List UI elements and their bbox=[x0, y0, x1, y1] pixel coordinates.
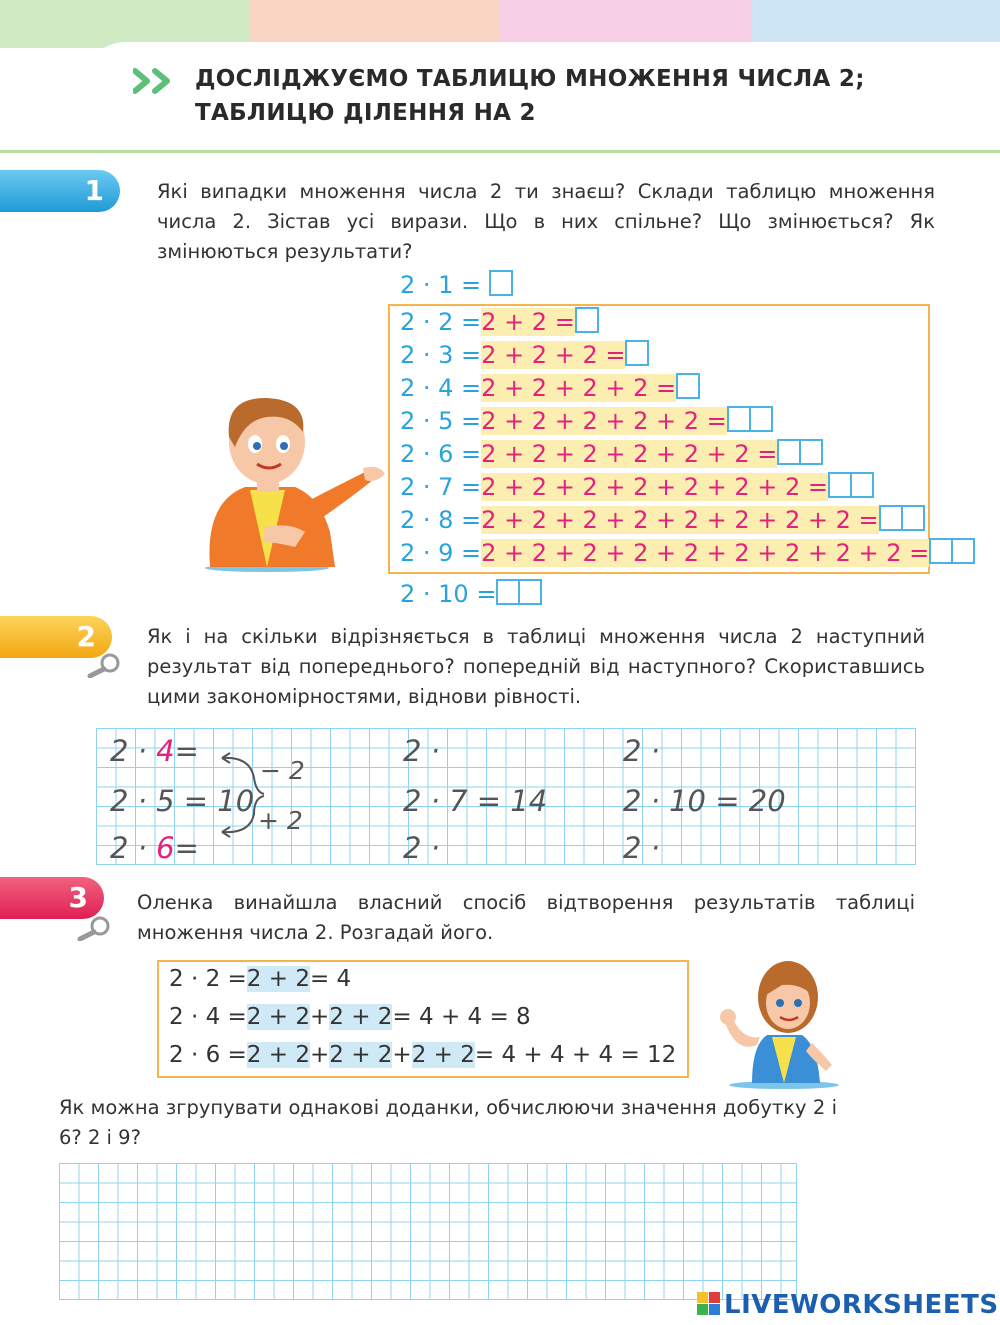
task-2-col3-row3: 2 · bbox=[623, 831, 660, 865]
group: 2 + 2 bbox=[246, 966, 310, 992]
task-1-row bbox=[400, 537, 975, 570]
plus-sign: + bbox=[392, 1042, 412, 1068]
answer-box[interactable] bbox=[879, 505, 903, 531]
answer-box[interactable] bbox=[518, 579, 542, 605]
answer-box[interactable] bbox=[575, 307, 599, 333]
group: 2 + 2 bbox=[329, 1042, 393, 1068]
line-tail: = 4 bbox=[309, 966, 352, 992]
task-1-row bbox=[400, 471, 874, 504]
group: 2 + 2 bbox=[411, 1042, 475, 1068]
group: 2 + 2 bbox=[329, 1004, 393, 1030]
task-3-line bbox=[169, 960, 351, 998]
page-title-line2: ТАБЛИЦЮ ДІЛЕННЯ НА 2 bbox=[195, 100, 536, 126]
row-lhs: 2 · 9 = bbox=[400, 539, 482, 567]
answer-box[interactable] bbox=[489, 270, 513, 296]
answer-box[interactable] bbox=[749, 406, 773, 432]
row-lhs: 2 · 2 = bbox=[400, 308, 482, 336]
magnifier-icon bbox=[86, 652, 122, 678]
girl-illustration bbox=[712, 955, 842, 1090]
answer-box[interactable] bbox=[828, 472, 852, 498]
page-title-line1: ДОСЛІДЖУЄМО ТАБЛИЦЮ МНОЖЕННЯ ЧИСЛА 2; bbox=[195, 66, 865, 92]
row-sum: 2 + 2 + 2 + 2 = bbox=[481, 374, 677, 402]
row-lhs: 2 · 3 = bbox=[400, 341, 482, 369]
row-sum: 2 + 2 = bbox=[481, 308, 575, 336]
line-tail: = 4 + 4 + 4 = 12 bbox=[474, 1042, 677, 1068]
group: 2 + 2 bbox=[246, 1042, 310, 1068]
task-2-col1-row3: 2 · 6= bbox=[110, 831, 199, 865]
magnifier-icon bbox=[76, 915, 112, 941]
task-2-minus-label: − 2 bbox=[260, 756, 305, 785]
task-2-text: Як і на скільки відрізняється в таблиці множення числа 2 наступний результат від попереднього? попередній від наступного? Скориставшись цими закономірностями, віднови рівності. bbox=[147, 625, 925, 708]
task-1-row bbox=[400, 504, 925, 537]
task-2-col1-row2: 2 · 5 = 10 bbox=[110, 784, 255, 818]
task-3-line bbox=[169, 998, 531, 1036]
task-2-col1-row1: 2 · 4= bbox=[110, 734, 199, 768]
header-strip-pink bbox=[500, 0, 752, 48]
plus-sign: + bbox=[309, 1004, 330, 1030]
line-tail: = 4 + 4 = 8 bbox=[392, 1004, 531, 1030]
answer-box[interactable] bbox=[799, 439, 823, 465]
row-sum: 2 + 2 + 2 + 2 + 2 + 2 + 2 = bbox=[481, 473, 828, 501]
answer-box[interactable] bbox=[777, 439, 801, 465]
answer-box[interactable] bbox=[625, 340, 649, 366]
task-1-first-row: 2 · 1 = bbox=[400, 269, 513, 302]
plus-sign: + bbox=[309, 1042, 330, 1068]
answer-box[interactable] bbox=[850, 472, 874, 498]
task-3-text: Оленка винайшла власний спосіб відтворення результатів таблиці множення числа 2. Розгадай його. bbox=[137, 891, 915, 944]
task-1-row bbox=[400, 339, 649, 372]
row-lhs: 2 · 7 = bbox=[400, 473, 482, 501]
task-1-number: 1 bbox=[84, 174, 104, 207]
row-lhs: 2 · 5 = bbox=[400, 407, 482, 435]
header-strip-green bbox=[0, 0, 250, 48]
boy-illustration bbox=[195, 392, 390, 572]
answer-grid[interactable] bbox=[59, 1163, 797, 1300]
task-2-col2-row1: 2 · bbox=[403, 734, 440, 768]
task-2-col2-row3: 2 · bbox=[403, 831, 440, 865]
row-lhs: 2 · 6 = bbox=[400, 440, 482, 468]
watermark: LIVEWORKSHEETS bbox=[724, 1290, 999, 1320]
line-lhs: 2 · 4 = bbox=[169, 1004, 247, 1030]
task-3-badge bbox=[0, 877, 104, 919]
line-lhs: 2 · 6 = bbox=[169, 1042, 247, 1068]
question-text: Як можна згрупувати однакові доданки, обчислюючи значення добутку 2 і 6? 2 і 9? bbox=[59, 1096, 837, 1149]
row-sum: 2 + 2 + 2 + 2 + 2 + 2 = bbox=[481, 440, 778, 468]
task-1-row bbox=[400, 306, 599, 339]
task-1-badge bbox=[0, 170, 120, 212]
row-lhs: 2 · 4 = bbox=[400, 374, 482, 402]
line-lhs: 2 · 2 = bbox=[169, 966, 247, 992]
task-2-number: 2 bbox=[76, 620, 96, 653]
answer-box[interactable] bbox=[901, 505, 925, 531]
row-sum: 2 + 2 + 2 + 2 + 2 = bbox=[481, 407, 727, 435]
task-1-last-row: 2 · 10 = bbox=[400, 578, 542, 611]
task-2-col3-row2: 2 · 10 = 20 bbox=[623, 784, 786, 818]
answer-box[interactable] bbox=[929, 538, 953, 564]
answer-box[interactable] bbox=[496, 579, 520, 605]
task-1-text: Які випадки множення числа 2 ти знаєш? Склади таблицю множення числа 2. Зістав усі вирази. Що в них спільне? Що змінюється? Як змінюються результати? bbox=[157, 180, 935, 263]
task-1-row bbox=[400, 438, 823, 471]
task-2-col3-row1: 2 · bbox=[623, 734, 660, 768]
answer-box[interactable] bbox=[727, 406, 751, 432]
task-1-row bbox=[400, 405, 773, 438]
row-lhs: 2 · 8 = bbox=[400, 506, 482, 534]
header-divider bbox=[0, 150, 1000, 153]
row-sum: 2 + 2 + 2 + 2 + 2 + 2 + 2 + 2 + 2 = bbox=[481, 539, 930, 567]
double-chevron-icon bbox=[133, 68, 181, 94]
task-1-row bbox=[400, 372, 700, 405]
group: 2 + 2 bbox=[246, 1004, 310, 1030]
task-2-col2-row2: 2 · 7 = 14 bbox=[403, 784, 548, 818]
task-3-line bbox=[169, 1036, 676, 1074]
task-2-plus-label: + 2 bbox=[258, 806, 303, 835]
liveworksheets-logo-icon bbox=[697, 1292, 721, 1316]
page-title bbox=[195, 62, 865, 130]
header-strip-blue bbox=[752, 0, 1000, 48]
task-3-number: 3 bbox=[68, 881, 88, 914]
header-strip-peach bbox=[250, 0, 500, 48]
row-sum: 2 + 2 + 2 + 2 + 2 + 2 + 2 + 2 = bbox=[481, 506, 879, 534]
answer-box[interactable] bbox=[676, 373, 700, 399]
row-sum: 2 + 2 + 2 = bbox=[481, 341, 626, 369]
answer-box[interactable] bbox=[951, 538, 975, 564]
